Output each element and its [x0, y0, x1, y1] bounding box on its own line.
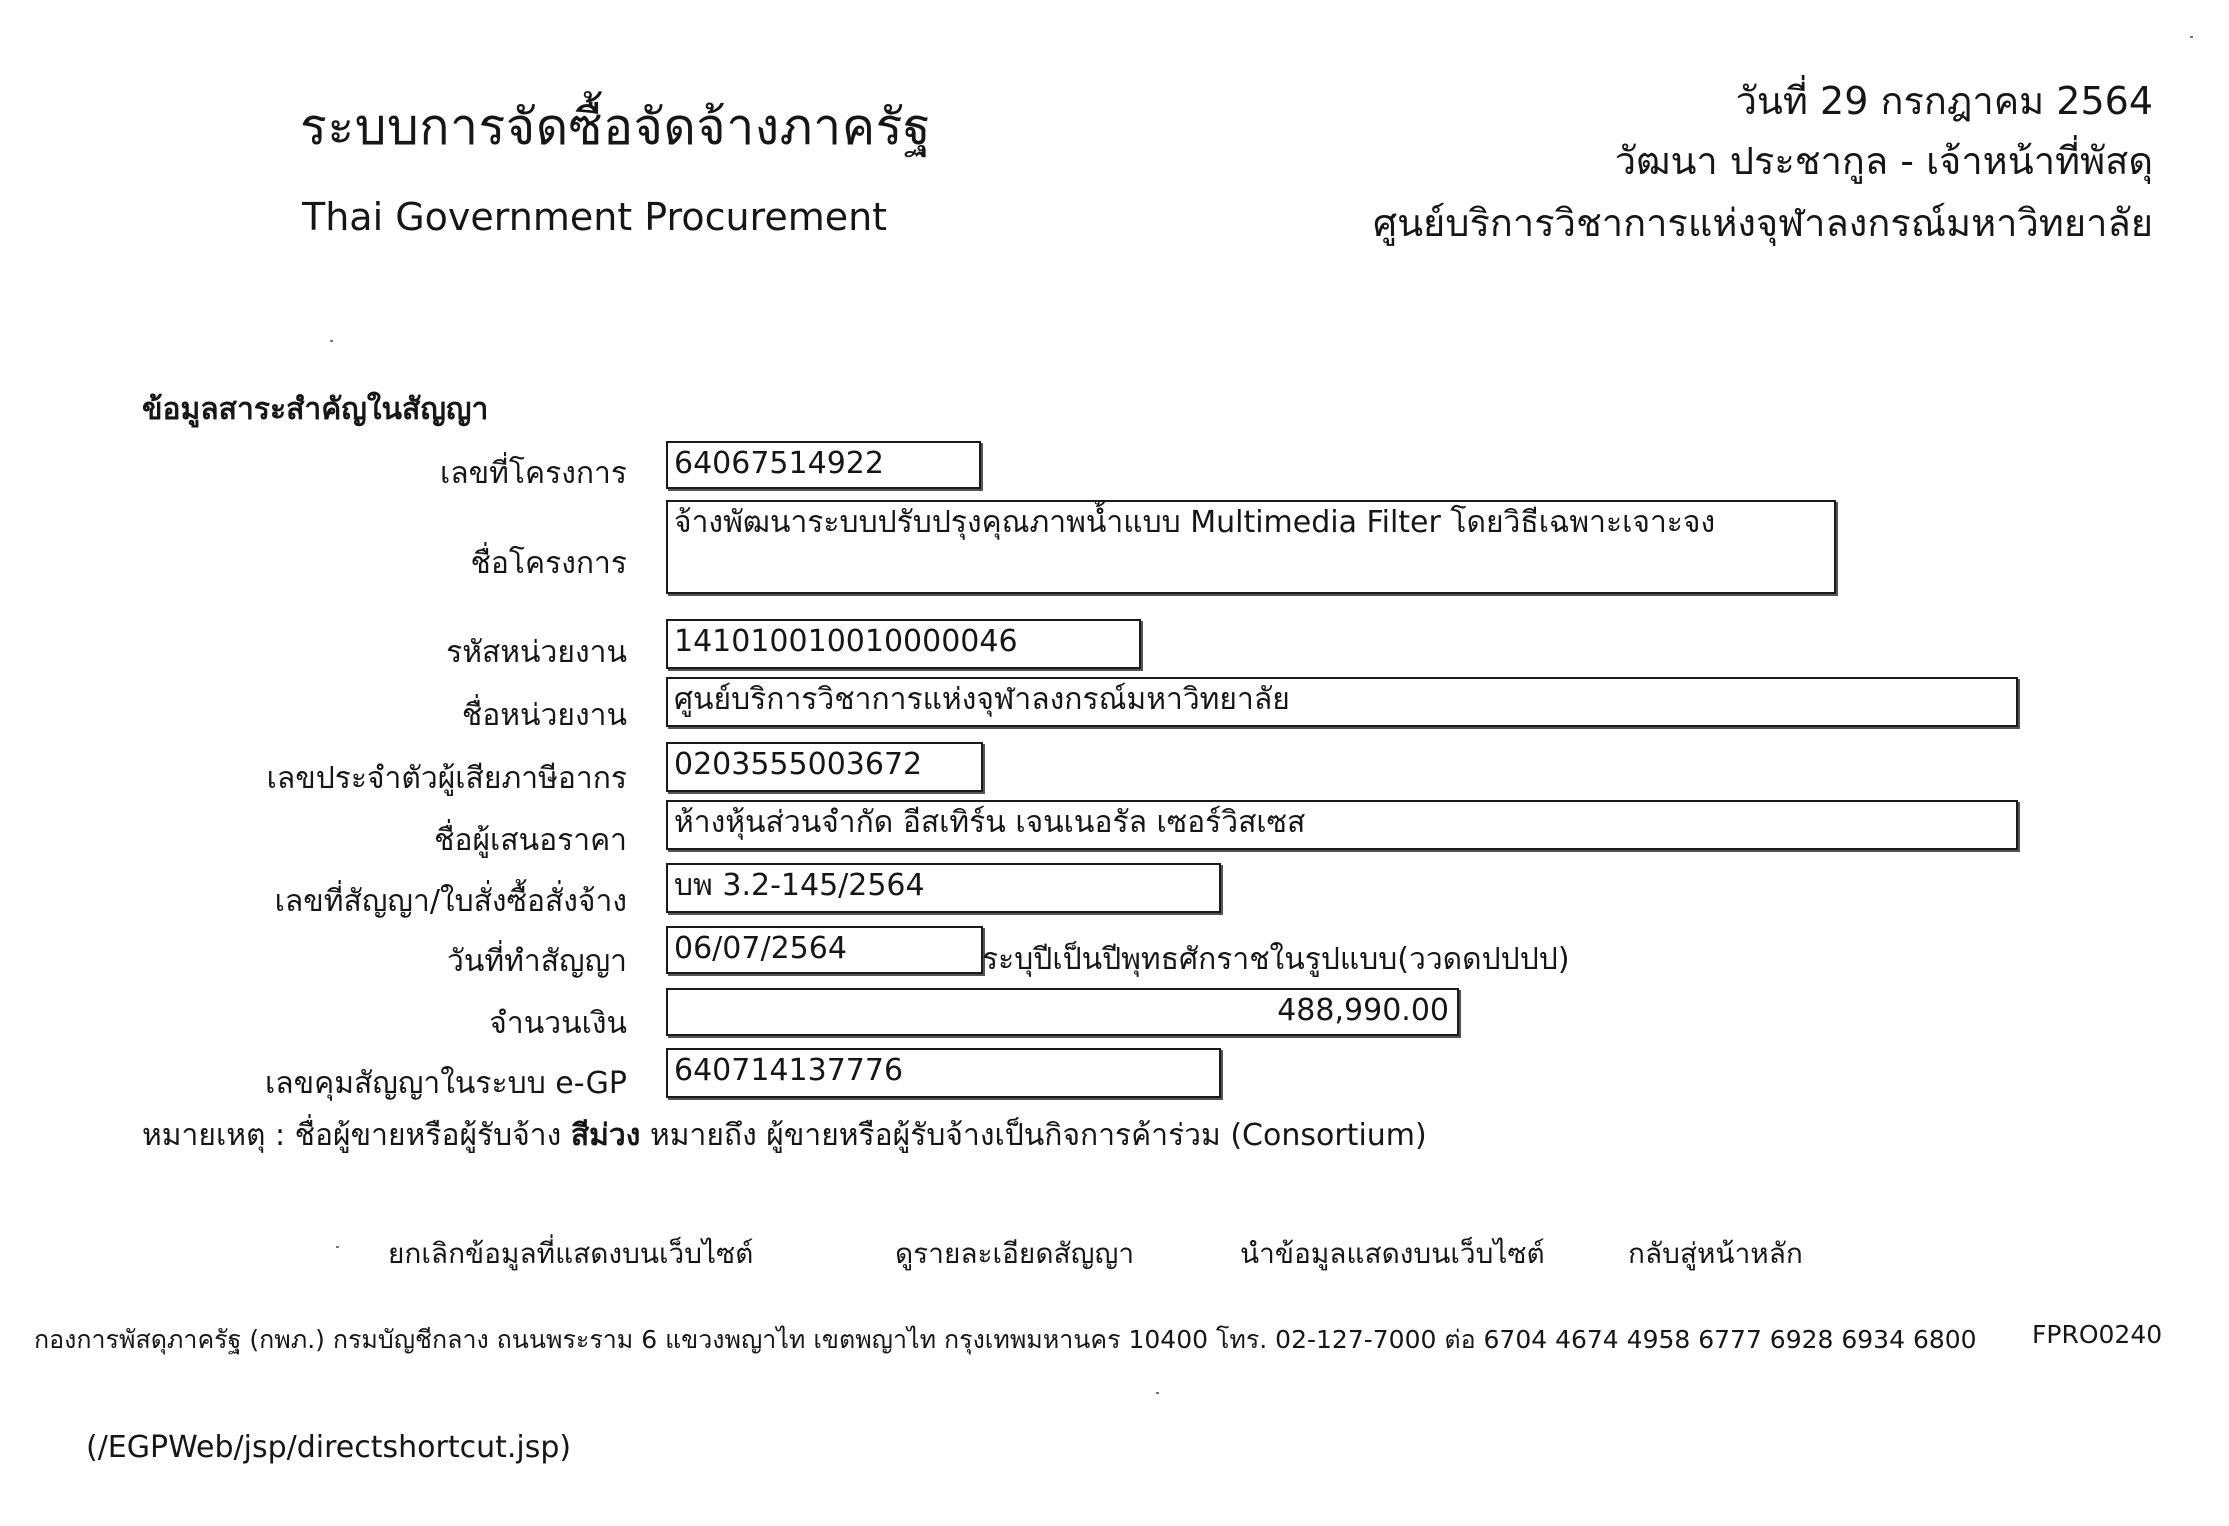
scan-speck [1156, 1392, 1159, 1394]
bidder-name-label: ชื่อผู้เสนอราคา [434, 823, 627, 858]
project-no-label: เลขที่โครงการ [440, 456, 627, 491]
cancel-publish-link[interactable]: ยกเลิกข้อมูลที่แสดงบนเว็บไซต์ [388, 1237, 754, 1270]
organization-name: ศูนย์บริการวิชาการแห่งจุฬาลงกรณ์มหาวิทยาลัย [1372, 201, 2153, 245]
footer-address: กองการพัสดุภาครัฐ (กพภ.) กรมบัญชีกลาง ถนนพระราม 6 แขวงพญาไท เขตพญาไท กรุงเทพมหานคร 10400 โทร. 02-127-7000 ต่อ 6704 4674 4958 6777 6928 6934 6800 [34, 1325, 1977, 1354]
page-code: FPRO0240 [2032, 1320, 2163, 1349]
page-path: (/EGPWeb/jsp/directshortcut.jsp) [86, 1430, 572, 1465]
scan-speck [2190, 36, 2193, 38]
scan-speck [336, 1246, 339, 1248]
remark-suffix: หมายถึง ผู้ขายหรือผู้รับจ้างเป็นกิจการค้าร่วม (Consortium) [640, 1118, 1427, 1153]
project-name-label: ชื่อโครงการ [470, 546, 627, 581]
agency-name-label: ชื่อหน่วยงาน [461, 698, 627, 733]
section-title: ข้อมูลสาระสำคัญในสัญญา [142, 392, 489, 427]
project-name-field[interactable]: จ้างพัฒนาระบบปรับปรุงคุณภาพน้ำแบบ Multimedia Filter โดยวิธีเฉพาะเจาะจง [666, 500, 1836, 594]
contract-date-hint: ระบุปีเป็นปีพุทธศักราชในรูปแบบ(ววดดปปปป) [982, 942, 1570, 977]
scan-speck [330, 340, 333, 342]
agency-code-field[interactable]: 141010010010000046 [666, 619, 1141, 669]
remark-prefix: หมายเหตุ : ชื่อผู้ขายหรือผู้รับจ้าง [142, 1118, 571, 1153]
print-date: วันที่ 29 กรกฎาคม 2564 [1735, 79, 2153, 123]
back-home-link[interactable]: กลับสู่หน้าหลัก [1628, 1237, 1803, 1270]
egp-control-no-label: เลขคุมสัญญาในระบบ e-GP [265, 1066, 627, 1101]
contract-date-label: วันที่ทำสัญญา [446, 944, 627, 979]
tax-id-label: เลขประจำตัวผู้เสียภาษีอากร [266, 761, 627, 796]
bidder-name-field[interactable]: ห้างหุ้นส่วนจำกัด อีสเทิร์น เจนเนอรัล เซอร์วิสเซส [666, 800, 2018, 850]
system-subtitle: Thai Government Procurement [302, 195, 888, 239]
amount-field[interactable]: 488,990.00 [666, 988, 1459, 1036]
contract-date-field[interactable]: 06/07/2564 [666, 926, 983, 974]
remark-note [142, 1112, 1427, 1159]
remark-color-word: สีม่วง [570, 1118, 641, 1153]
publish-link[interactable]: นำข้อมูลแสดงบนเว็บไซต์ [1240, 1237, 1545, 1270]
amount-label: จำนวนเงิน [489, 1006, 627, 1041]
view-contract-link[interactable]: ดูรายละเอียดสัญญา [895, 1237, 1135, 1270]
agency-code-label: รหัสหน่วยงาน [446, 635, 627, 670]
contract-no-field[interactable]: บพ 3.2-145/2564 [666, 863, 1221, 913]
user-info: วัฒนา ประชากูล - เจ้าหน้าที่พัสดุ [1614, 139, 2153, 183]
agency-name-field[interactable]: ศูนย์บริการวิชาการแห่งจุฬาลงกรณ์มหาวิทยาลัย [666, 677, 2018, 727]
project-no-field[interactable]: 64067514922 [666, 441, 981, 489]
contract-no-label: เลขที่สัญญา/ใบสั่งซื้อสั่งจ้าง [274, 884, 627, 919]
tax-id-field[interactable]: 0203555003672 [666, 742, 983, 792]
system-title: ระบบการจัดซื้อจัดจ้างภาครัฐ [300, 98, 932, 156]
egp-control-no-field[interactable]: 640714137776 [666, 1048, 1221, 1098]
